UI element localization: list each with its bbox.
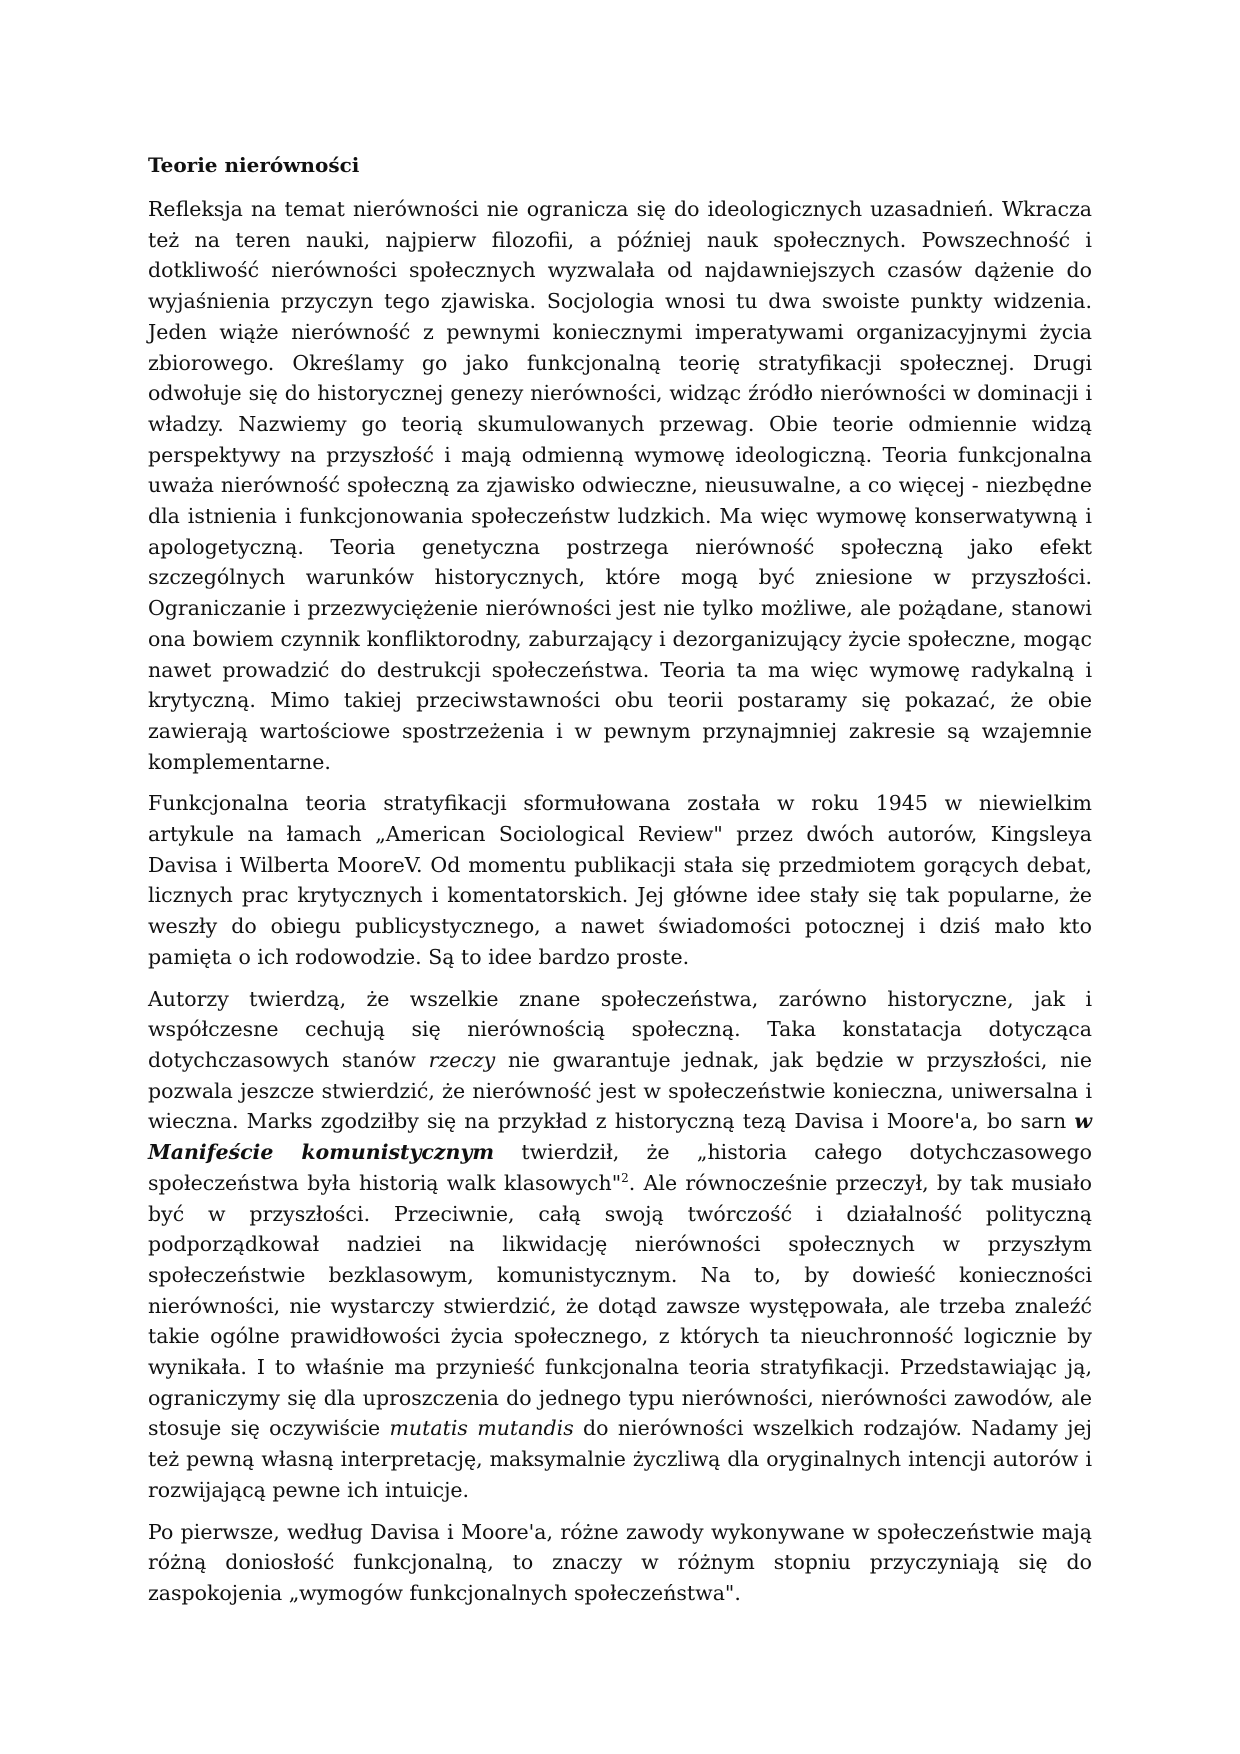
italic-rzeczy: rzeczy: [428, 1047, 496, 1072]
document-page: [148, 150, 1092, 1620]
paragraph-2: Funkcjonalna teoria stratyfikacji sformułowana została w roku 1945 w niewielkim artykule na łamach „American Sociological Review" przez dwóch autorów, Kingsleya Davisa i Wilberta MooreV. Od momentu publikacji stała się przedmiotem gorących debat, licznych prac krytycznych i komentatorskich. Jej główne idee stały się tak popularne, że weszły do obiegu publicystycznego, a nawet świadomości potocznej i dziś mało kto pamięta o ich rodowodzie. Są to idee bardzo proste.: [148, 791, 1092, 969]
paragraph-3-text-3: twierdził, że „historia całego dotychczasowego społeczeństwa była historią walk klasowych": [148, 1140, 1092, 1195]
paragraph-3-text-5: do nierówności wszelkich rodzajów. Nadamy jej też pewną własną interpretację, maksymalnie życzliwą dla oryginalnych intencji autorów i rozwijającą pewne ich intuicje.: [148, 1416, 1093, 1502]
italic-manifest-title: w Manifeście komunistycznym: [148, 1109, 1092, 1165]
paragraph-3-text-2: nie gwarantuje jednak, jak będzie w przyszłości, nie pozwala jeszcze stwierdzić, że nierówność jest w społeczeństwie konieczna, uniwersalna i wieczna. Marks zgodziłby się na przykład z historyczną tezą Davisa i Moore'a, bo sarn: [148, 1047, 1092, 1134]
document-title: Teorie nierówności: [148, 153, 360, 177]
paragraph-1: Refleksja na temat nierówności nie ogranicza się do ideologicznych uzasadnień. Wkracza też na teren nauki, najpierw filozofii, a później nauk społecznych. Powszechność i dotkliwość nierówności społecznych wyzwalała od najdawniejszych czasów dążenie do wyjaśnienia przyczyn tego zjawiska. Socjologia wnosi tu dwa swoiste punkty widzenia. Jeden wiąże nierówność z pewnymi koniecznymi imperatywami organizacyjnymi życia zbiorowego. Określamy go jako funkcjonalną teorię stratyfikacji społecznej. Drugi odwołuje się do historycznej genezy nierówności, widząc źródło nierówności w dominacji i władzy. Nazwiemy go teorią skumulowanych przewag. Obie teorie odmiennie widzą perspektywy na przyszłość i mają odmienną wymowę ideologiczną. Teoria funkcjonalna uważa nierówność społeczną za zjawisko odwieczne, nieusuwalne, a co więcej - niezbędne dla istnienia i funkcjonowania społeczeństw ludzkich. Ma więc wymowę konserwatywną i apologetyczną. Teoria genetyczna postrzega nierówność społeczną jako efekt szczególnych warunków historycznych, które mogą być zniesione w przyszłości. Ograniczanie i przezwyciężenie nierówności jest nie tylko możliwe, ale pożądane, stanowi ona bowiem czynnik konfliktorodny, zaburzający i dezorganizujący życie społeczne, mogąc nawet prowadzić do destrukcji społeczeństwa. Teoria ta ma więc wymowę radykalną i krytyczną. Mimo takiej przeciwstawności obu teorii postaramy się pokazać, że obie zawierają wartościowe spostrzeżenia i w pewnym przynajmniej zakresie są wzajemnie komplementarne.: [148, 197, 1092, 774]
paragraph-4: Po pierwsze, według Davisa i Moore'a, różne zawody wykonywane w społeczeństwie mają różną doniosłość funkcjonalną, to znaczy w różnym stopniu przyczyniają się do zaspokojenia „wymogów funkcjonalnych społeczeństwa".: [148, 1519, 1092, 1605]
paragraph-3-text-1: Autorzy twierdzą, że wszelkie znane społeczeństwa, zarówno historyczne, jak i współczesne cechują się nierównością społeczną. Taka konstatacja dotycząca dotychczasowych stanów: [148, 986, 1092, 1072]
footnote-marker: 2: [621, 1170, 629, 1185]
paragraph-3-text-4: . Ale równocześnie przeczył, by tak musiało być w przyszłości. Przeciwnie, całą swoją twórczość i działalność polityczną podporządkował nadziei na likwidację nierówności społecznych w przyszłym społeczeństwie bezklasowym, komunistycznym. Na to, by dowieść konieczności nierówności, nie wystarczy stwierdzić, że dotąd zawsze występowała, ale trzeba znaleźć takie ogólne prawidłowości życia społecznego, z których ta nieuchronność logicznie by wynikała. I to właśnie ma przynieść funkcjonalna teoria stratyfikacji. Przedstawiając ją, ograniczymy się dla uproszczenia do jednego typu nierówności, nierówności zawodów, ale stosuje się oczywiście: [148, 1170, 1092, 1441]
paragraph-3: [148, 984, 1092, 1506]
italic-mutatis-mutandis: mutatis mutandis: [389, 1416, 574, 1441]
